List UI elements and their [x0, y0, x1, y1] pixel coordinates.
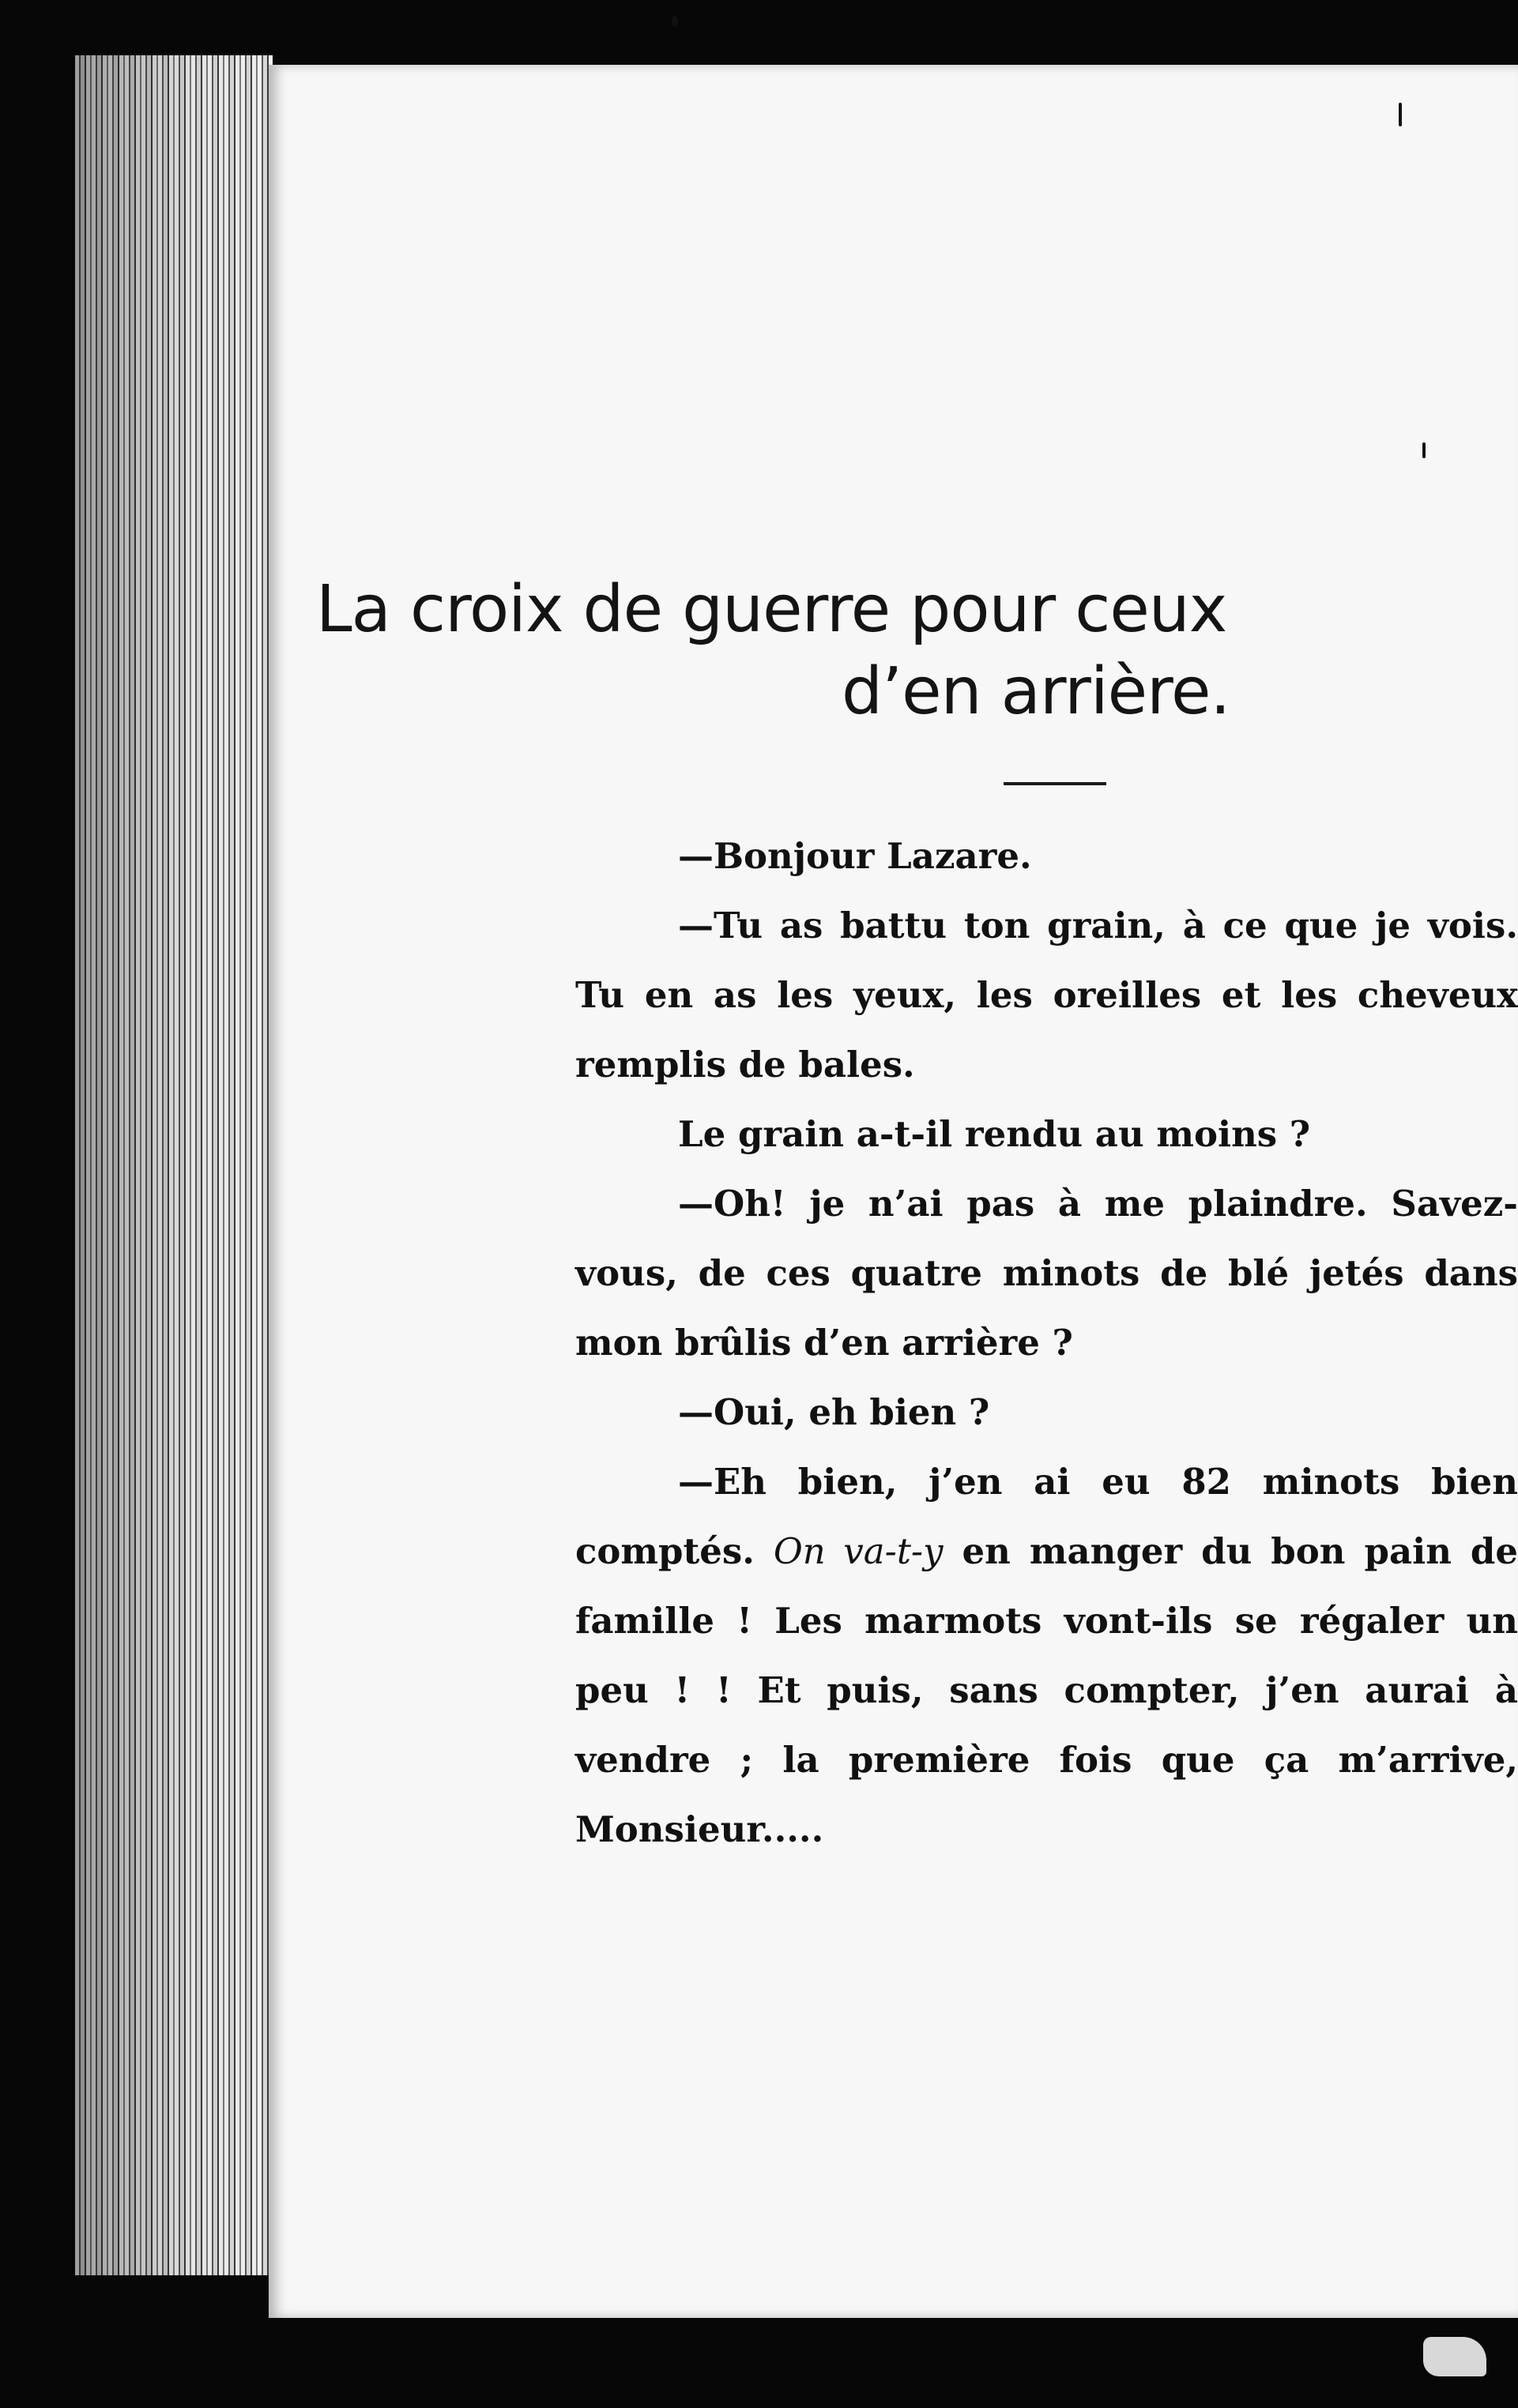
paragraph-2: —Tu as battu ton grain, à ce que je vois. Tu en as les yeux, les oreilles et les cheveux remplis de bales.	[575, 905, 1518, 1085]
chapter-title-line-2: d’en arrière.	[842, 654, 1230, 729]
body-text	[575, 822, 1518, 1864]
corner-mark	[1423, 2337, 1486, 2376]
paragraph-5: —Oui, eh bien ?	[678, 1391, 990, 1433]
paragraph-6-part-1: —Eh bien, j’en ai eu 82 minots bien comptés.	[575, 1461, 1518, 1572]
scan-speck	[1399, 103, 1402, 126]
page-edges-shadow	[75, 55, 273, 2275]
paragraph-6-part-2: en manger du bon pain de famille ! Les marmots vont-ils se régaler un peu ! ! Et puis, sans compter, j’en aurai à vendre ; la première fois que ça m’arrive, Monsieur.....	[575, 1530, 1518, 1850]
paragraph-4: —Oh! je n’ai pas à me plaindre. Savez-vous, de ces quatre minots de blé jetés dans mon brûlis d’en arrière ?	[575, 1183, 1518, 1364]
paragraph-6	[575, 1447, 1518, 1864]
paragraph-6-italic: On va-t-y	[773, 1530, 944, 1572]
scan-speck	[672, 16, 678, 27]
chapter-title-line-1: La croix de guerre pour ceux	[316, 572, 1227, 647]
scan-speck	[1422, 442, 1426, 458]
title-separator-rule	[1004, 782, 1106, 785]
paragraph-1: —Bonjour Lazare.	[678, 835, 1032, 877]
paragraph-3: Le grain a-t-il rendu au moins ?	[678, 1113, 1311, 1155]
chapter-title	[316, 569, 1517, 733]
